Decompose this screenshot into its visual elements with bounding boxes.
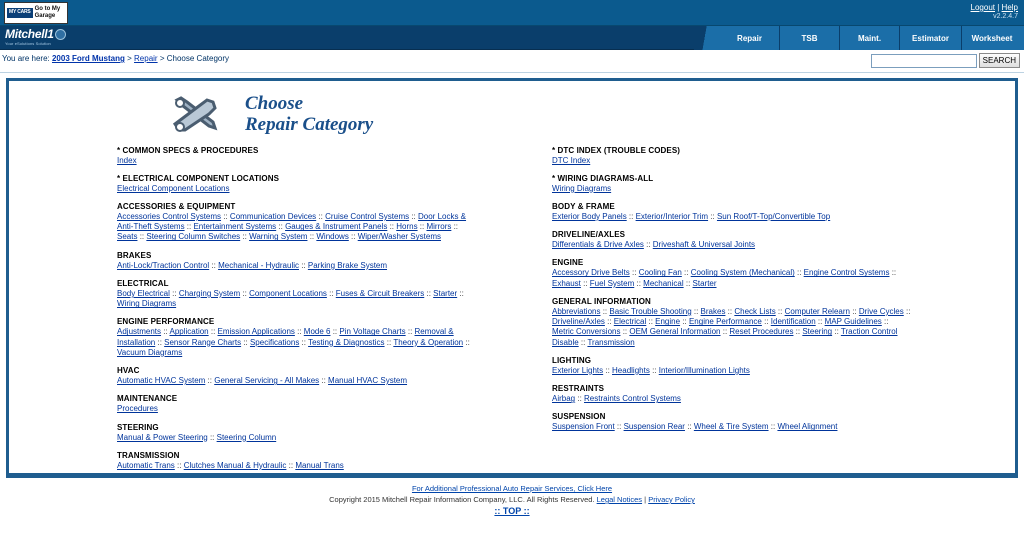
topbar-divider: | [997,3,1000,12]
legal-notices-link[interactable]: Legal Notices [596,495,643,504]
category-group [552,202,1015,222]
link-separator: :: [793,327,803,337]
category-link[interactable]: Removal & Installation [117,327,454,347]
link-separator: :: [794,268,804,278]
category-group [117,423,512,443]
frame-bottom-rule [9,473,1015,475]
tab-tsb[interactable]: TSB [780,26,840,50]
page-footer [0,478,1024,516]
category-link[interactable]: Exterior/Interior Trim [635,212,709,221]
link-separator: :: [683,278,693,288]
category-link-list [117,184,477,194]
category-link[interactable]: Suspension Front [552,422,615,432]
category-link[interactable]: Index [117,155,137,165]
link-separator: :: [299,337,309,347]
category-link[interactable]: Exhaust [552,278,581,288]
link-separator: :: [240,288,250,298]
category-link[interactable]: Starter [692,278,717,288]
link-separator: :: [316,212,326,221]
category-group-title: * COMMON SPECS & PROCEDURES [117,145,259,155]
link-separator: :: [205,376,215,386]
link-separator: :: [174,460,184,470]
category-group [552,412,1015,432]
category-link-list [117,261,477,271]
link-separator: :: [348,232,358,242]
link-separator: :: [580,278,590,288]
category-link[interactable]: Metric Conversions [552,327,621,337]
category-link[interactable]: Brakes [700,306,726,316]
category-link[interactable]: Differentials & Drive Axles [552,240,644,250]
category-group-title: BODY & FRAME [552,202,615,211]
category-link[interactable]: Sun Roof/T-Top/Convertible Top [716,212,831,221]
link-separator: :: [578,337,588,347]
category-link-list [552,307,912,348]
category-link-list [117,327,477,358]
category-link[interactable]: Computer Relearn [784,306,850,316]
mitchell-logo[interactable] [5,27,75,46]
category-link[interactable]: Adjustments [117,327,162,337]
pro-services-link[interactable]: For Additional Professional Auto Repair Services, Click Here [411,484,613,493]
privacy-policy-link[interactable]: Privacy Policy [648,495,695,504]
category-link[interactable]: Fuses & Circuit Breakers [335,288,425,298]
category-group [552,146,1015,166]
category-link[interactable]: Wiring Diagrams [552,183,612,193]
breadcrumb-current: Choose Category [166,54,230,63]
link-separator: :: [629,268,639,278]
category-link-list [117,433,477,443]
category-link[interactable]: Component Locations [249,288,327,298]
tab-maint[interactable]: Maint. [840,26,900,50]
link-separator: :: [137,232,147,242]
category-group-title: HVAC [117,366,140,376]
category-group-title: ENGINE PERFORMANCE [117,317,215,327]
category-link[interactable]: General Servicing - All Makes [214,376,320,386]
link-separator: :: [832,327,841,337]
link-separator: :: [634,278,644,288]
category-link[interactable]: Airbag [552,394,576,404]
link-separator: :: [405,327,415,337]
category-link[interactable]: Body Electrical [117,288,170,298]
category-link[interactable]: Communication Devices [229,212,317,221]
category-link[interactable]: Cooling Fan [638,268,682,278]
link-separator: :: [881,317,889,327]
link-separator: :: [299,260,308,270]
category-group-title: ACCESSORIES & EQUIPMENT [117,202,236,211]
search-input[interactable] [871,54,977,68]
category-link[interactable]: Wheel Alignment [777,422,838,432]
category-link[interactable]: Exterior Body Panels [552,212,627,221]
category-group [117,202,512,243]
search-box [871,53,1020,68]
category-group-title: ENGINE [552,258,584,268]
category-link[interactable]: Electrical [613,317,647,327]
link-separator: :: [768,422,778,432]
category-link[interactable]: DTC Index [552,155,591,165]
link-separator: :: [691,306,701,316]
category-link-list [552,156,912,166]
category-group [117,251,512,271]
my-garage-button[interactable] [4,2,68,24]
link-separator: :: [286,460,296,470]
category-group [117,174,512,194]
main-nav-tabs [694,26,1024,50]
nav-skew-decoration [694,26,720,50]
category-link-list [552,240,912,250]
category-columns [9,140,1015,480]
link-separator: :: [646,317,656,327]
category-link[interactable]: Suspension Rear [623,422,685,432]
category-group-title: BRAKES [117,250,152,260]
link-separator: :: [761,317,771,327]
link-separator: :: [241,337,250,347]
link-separator: :: [600,306,610,316]
category-link[interactable]: Emission Applications [217,327,295,337]
link-separator: :: [276,222,286,232]
category-link[interactable]: Wiper/Washer Systems [357,232,441,242]
category-group [552,230,1015,250]
link-separator: :: [626,212,636,221]
link-separator: :: [184,222,194,232]
breadcrumb [0,50,1024,73]
category-link[interactable]: Warning System [249,232,308,242]
category-group [117,394,512,414]
brand-dot-icon [55,29,66,40]
category-link[interactable]: Manual & Power Steering [117,432,208,442]
link-separator: :: [424,288,434,298]
category-link-list [117,376,477,386]
link-separator: :: [240,232,250,242]
category-link[interactable]: Restraints Control Systems [584,394,681,404]
category-link[interactable]: Vacuum Diagrams [117,347,183,357]
link-separator: :: [603,365,613,375]
category-link[interactable]: Steering [802,327,833,337]
category-link[interactable]: Exterior Lights [552,365,604,375]
link-separator: :: [815,317,825,327]
category-group-title: * DTC INDEX (TROUBLE CODES) [552,145,681,155]
category-group [552,384,1015,404]
link-separator: :: [849,306,859,316]
category-link[interactable]: Manual HVAC System [328,376,408,386]
category-link[interactable]: Basic Trouble Shooting [609,306,692,316]
breadcrumb-prefix: You are here: [2,54,50,63]
category-link-list [117,404,477,414]
category-link-list [552,394,912,404]
category-link[interactable]: MAP Guidelines [824,317,882,327]
category-link[interactable]: Electrical Component Locations [117,183,230,193]
left-category-column [9,146,512,480]
category-link-list [552,268,912,288]
link-separator: :: [575,394,585,404]
logout-link[interactable]: Logout [970,3,995,12]
category-group [117,146,512,166]
category-link[interactable]: Driveshaft & Universal Joints [652,240,756,250]
tab-estimator[interactable]: Estimator [900,26,962,50]
page-title-line2: Repair Category [245,114,374,136]
category-link-list [552,184,912,194]
category-group-title: * WIRING DIAGRAMS-ALL [552,173,654,183]
category-link[interactable]: Theory & Operation [393,337,464,347]
right-category-column [512,146,1015,480]
category-group [552,174,1015,194]
link-separator: :: [207,432,217,442]
category-link[interactable]: Manual Trans [295,460,344,470]
category-link[interactable]: Transmission [587,337,635,347]
category-link[interactable]: Engine [655,317,681,327]
top-bar [0,0,1024,26]
link-separator: :: [725,306,735,316]
category-group-title: DRIVELINE/AXLES [552,230,626,240]
category-group [552,258,1015,288]
category-link[interactable]: Steering Column [216,432,277,442]
link-separator: :: [326,288,336,298]
link-separator: :: [330,327,340,337]
category-link[interactable]: Automatic HVAC System [117,376,206,386]
help-link[interactable]: Help [1001,3,1018,12]
link-separator: :: [680,317,689,327]
link-separator: :: [903,306,911,316]
category-link-list [117,212,477,243]
category-group [117,279,512,309]
category-link[interactable]: Cruise Control Systems [325,212,410,221]
link-separator: :: [684,422,694,432]
category-link[interactable]: Procedures [117,404,158,414]
link-separator: :: [649,365,659,375]
category-link[interactable]: OEM General Information [629,327,721,337]
back-to-top-link[interactable]: :: TOP :: [494,506,530,516]
category-link[interactable]: Automatic Trans [117,460,175,470]
category-link[interactable]: Identification [770,317,816,327]
category-link[interactable]: Entertainment Systems [193,222,277,232]
category-link[interactable]: Wheel & Tire System [693,422,769,432]
category-link-list [552,212,912,222]
link-separator: :: [294,327,304,337]
category-group [117,317,512,358]
category-link[interactable]: Engine Control Systems [803,268,890,278]
category-group-title: MAINTENANCE [117,394,178,404]
category-link[interactable]: Reset Procedures [729,327,794,337]
link-separator: :: [457,288,464,298]
category-link[interactable]: Application [169,327,209,337]
brand-name: Mitchell1 [5,27,54,41]
my-cars-logo: MY CARS [7,8,33,18]
link-separator: :: [417,222,427,232]
my-garage-label: Go to My Garage [34,6,61,19]
link-separator: :: [604,317,614,327]
link-separator: :: [614,422,624,432]
category-group-title: * ELECTRICAL COMPONENT LOCATIONS [117,173,280,183]
category-link[interactable]: Anti-Lock/Traction Control [117,260,210,270]
category-link[interactable]: Abbreviations [552,306,601,316]
category-link[interactable]: Mechanical - Hydraulic [218,260,299,270]
category-group-title: TRANSMISSION [117,450,180,460]
header-strip [0,26,1024,50]
link-separator: :: [169,288,179,298]
copyright-text: Copyright 2015 Mitchell Repair Information Company, LLC. All Rights Reserved. [329,495,595,504]
link-separator: :: [620,327,630,337]
category-link[interactable]: Charging System [178,288,241,298]
link-separator: :: [681,268,691,278]
category-link[interactable]: Driveline/Axles [552,317,605,327]
category-link[interactable]: Cooling System (Mechanical) [690,268,795,278]
tab-repair[interactable]: Repair [720,26,780,50]
link-separator: :: [208,327,218,337]
footer-divider: | [644,495,647,504]
category-link[interactable]: Parking Brake System [307,260,388,270]
link-separator: :: [451,222,459,232]
link-separator: :: [209,260,219,270]
category-link[interactable]: Headlights [612,365,650,375]
category-link[interactable]: Mechanical [643,278,684,288]
category-group [552,356,1015,376]
link-separator: :: [307,232,317,242]
link-separator: :: [384,337,394,347]
link-separator: :: [720,327,730,337]
category-link[interactable]: Wiring Diagrams [117,299,177,309]
version-label: v2.2.4.7 [993,13,1018,20]
category-link[interactable]: Accessory Drive Belts [552,268,630,278]
top-bar-right [971,3,1018,20]
category-link[interactable]: Clutches Manual & Hydraulic [183,460,287,470]
category-link[interactable]: Gauges & Instrument Panels [285,222,388,232]
category-link[interactable]: Pin Voltage Charts [339,327,406,337]
category-link[interactable]: Engine Performance [688,317,762,327]
breadcrumb-sep-2: > [159,54,165,63]
category-group-title: GENERAL INFORMATION [552,296,651,306]
link-separator: :: [775,306,785,316]
category-group-title: STEERING [117,422,159,432]
category-group-title: RESTRAINTS [552,384,605,394]
category-group [552,297,1015,348]
link-separator: :: [155,337,165,347]
category-group [117,451,512,471]
search-button[interactable]: SEARCH [979,53,1020,68]
link-separator: :: [221,212,230,221]
link-separator: :: [161,327,170,337]
category-link[interactable]: Horns [396,222,418,232]
content-frame [6,78,1018,478]
category-link[interactable]: Check Lists [734,306,776,316]
category-link[interactable]: Fuel System [589,278,635,288]
category-link[interactable]: Steering Column Switches [146,232,241,242]
category-link[interactable]: Drive Cycles [858,306,904,316]
category-link[interactable]: Interior/Illumination Lights [658,365,750,375]
category-link[interactable]: Mirrors [426,222,452,232]
link-separator: :: [463,337,470,347]
category-link-list [552,422,912,432]
breadcrumb-vehicle-link[interactable]: 2003 Ford Mustang [51,54,125,63]
category-group-title: SUSPENSION [552,412,606,422]
category-link-list [117,461,477,471]
category-link-list [117,289,477,309]
link-separator: :: [708,212,717,221]
link-separator: :: [319,376,329,386]
link-separator: :: [387,222,397,232]
category-link-list [117,156,477,166]
category-group [117,366,512,386]
category-link[interactable]: Windows [316,232,349,242]
wrench-icon [169,94,237,134]
category-group-title: ELECTRICAL [117,278,169,288]
category-link[interactable]: Mode 6 [303,327,331,337]
link-separator: :: [643,240,653,250]
breadcrumb-sep-1: > [127,54,132,63]
page-title-line1: Choose [245,93,304,114]
category-link[interactable]: Sensor Range Charts [164,337,242,347]
brand-subtitle: Your eSolutions Solution [5,41,51,46]
category-link-list [552,366,912,376]
category-link[interactable]: Testing & Diagnostics [308,337,385,347]
category-link[interactable]: Traction Control Disable [552,327,898,347]
link-separator: :: [889,268,897,278]
category-group-title: LIGHTING [552,355,592,365]
breadcrumb-repair-link[interactable]: Repair [134,54,158,63]
category-link[interactable]: Door Locks & Anti-Theft Systems [117,212,467,232]
category-link[interactable]: Specifications [249,337,300,347]
tab-worksheet[interactable]: Worksheet [962,26,1024,50]
category-link[interactable]: Accessories Control Systems [117,212,222,221]
page-title-area [9,81,1015,140]
category-link[interactable]: Starter [433,288,458,298]
category-link[interactable]: Seats [117,232,138,242]
link-separator: :: [409,212,418,221]
